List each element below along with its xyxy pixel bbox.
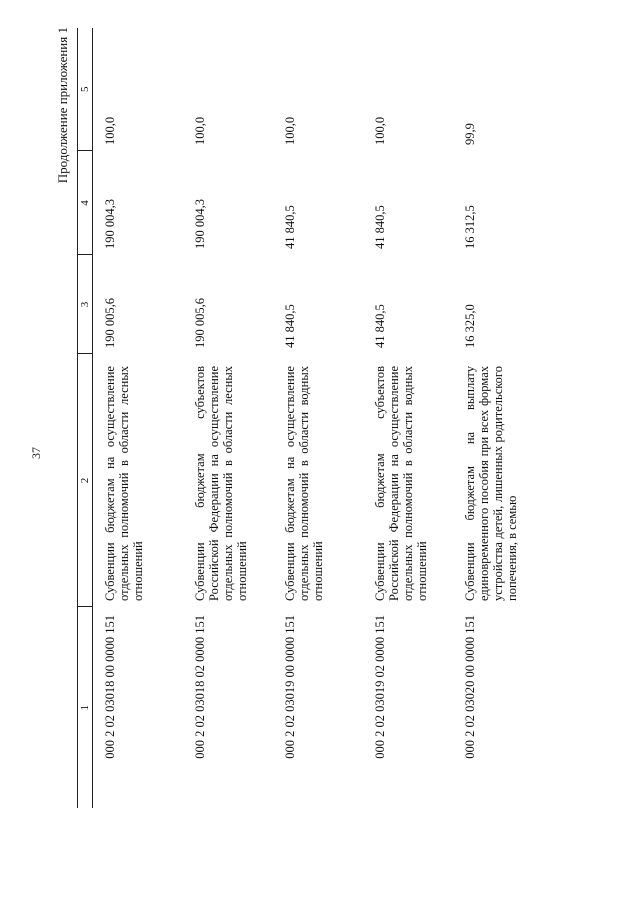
header-row: [78, 28, 93, 808]
planned-amount: 190 005,6: [103, 297, 117, 348]
executed-amount: 41 840,5: [372, 204, 387, 249]
budget-code: 000 2 02 03018 00 0000 151: [103, 614, 117, 759]
execution-percent: 100,0: [282, 116, 297, 145]
table-row: [183, 28, 273, 808]
executed-amount: 190 004,3: [192, 198, 207, 249]
planned-amount: 41 840,5: [372, 303, 387, 348]
execution-percent: 99,9: [462, 122, 477, 145]
document-page: [25, 23, 615, 883]
execution-percent: 100,0: [103, 116, 117, 145]
item-name: Субвенции бюджетам на осуществление отдельных полномочий в области лесных отношений: [103, 365, 145, 601]
budget-code: 000 2 02 03019 00 0000 151: [282, 614, 297, 759]
planned-amount: 16 325,0: [462, 303, 477, 348]
execution-percent: 100,0: [372, 116, 387, 145]
executed-amount: 16 312,5: [462, 204, 477, 249]
budget-table: [77, 28, 543, 808]
item-name: Субвенции бюджетам субъектов Российской Федерации на осуществление отдельных полномочий в области водных отношений: [372, 365, 429, 601]
page-number: 37: [29, 446, 43, 459]
budget-code: 000 2 02 03020 00 0000 151: [462, 614, 477, 759]
executed-amount: 190 004,3: [103, 198, 117, 249]
item-name: Субвенции бюджетам на осуществление отдельных полномочий в области водных отношений: [282, 365, 325, 601]
item-name: Субвенции бюджетам субъектов Российской Федерации на осуществление отдельных полномочий в области лесных отношений: [192, 365, 249, 601]
execution-percent: 100,0: [192, 116, 207, 145]
column-header-2: 2: [78, 354, 93, 607]
table-row: [93, 28, 183, 808]
planned-amount: 41 840,5: [282, 303, 297, 348]
budget-code: 000 2 02 03018 02 0000 151: [192, 614, 207, 759]
planned-amount: 190 005,6: [192, 297, 207, 348]
appendix-title: Продолжение приложения 1: [55, 26, 70, 183]
table-row: [273, 28, 363, 808]
table-row: [363, 28, 453, 808]
table-row: [453, 28, 543, 808]
column-header-3: 3: [78, 255, 93, 354]
column-header-4: 4: [78, 151, 93, 255]
column-header-5: 5: [78, 28, 93, 151]
budget-code: 000 2 02 03019 02 0000 151: [372, 614, 387, 759]
executed-amount: 41 840,5: [282, 204, 297, 249]
item-name: Субвенции бюджетам на выплату единовременного пособия при всех формах устройства детей, лишенных родительского попечения, в семью: [462, 365, 519, 601]
column-header-1: 1: [78, 607, 93, 808]
